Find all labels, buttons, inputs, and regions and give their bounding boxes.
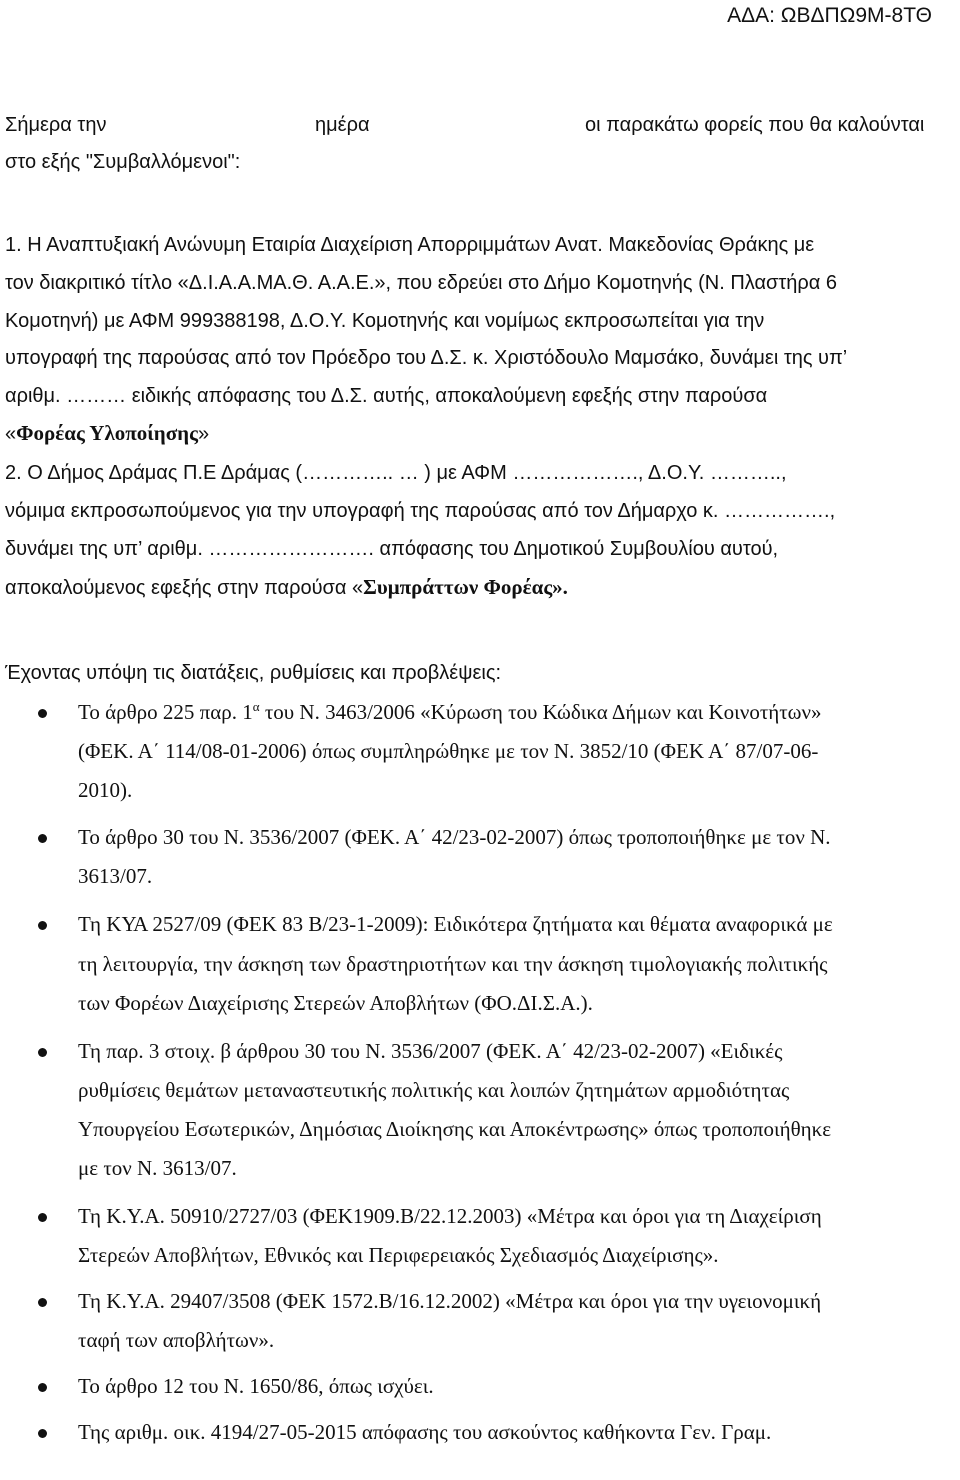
intro-line-1 xyxy=(5,113,925,137)
party2-line-4 xyxy=(5,575,568,600)
party2-line-3: δυνάμει της υπ’ αριθμ. ……………………. απόφασης του Δημοτικού Συμβουλίου αυτού, xyxy=(5,538,779,560)
party2-line-1: 2. Ο Δήμος Δράμας Π.Ε Δράμας (………….. … ) με ΑΦΜ ………………., Δ.Ο.Υ. ……….., xyxy=(5,462,787,484)
bullet-icon xyxy=(38,834,47,843)
bullet4-line-4: με τον Ν. 3613/07. xyxy=(78,1156,237,1180)
party1-line-4: υπογραφή της παρούσας από τον Πρόεδρο του Δ.Σ. κ. Χριστόδουλο Μαμσάκο, δυνάμει της υπ’ xyxy=(5,347,848,369)
party2-line-4-text: αποκαλούμενος εφεξής στην παρούσα « xyxy=(5,577,364,599)
bullet2-line-1: Το άρθρο 30 του Ν. 3536/2007 (ΦΕΚ. Α΄ 42/23-02-2007) όπως τροποποιήθηκε με τον Ν. xyxy=(78,825,831,849)
bullet-icon xyxy=(38,921,47,930)
bullet4-line-3: Υπουργείου Εσωτερικών, Δημόσιας Διοίκησης και Αποκέντρωσης» όπως τροποποιήθηκε xyxy=(78,1117,832,1141)
ada-code: ΑΔΑ: ΩΒΔΠΩ9Μ-8ΤΘ xyxy=(727,4,932,27)
bullet-icon xyxy=(38,1429,47,1438)
party1-line-5: αριθμ. ……… ειδικής απόφασης του Δ.Σ. αυτής, αποκαλούμενη εφεξής στην παρούσα xyxy=(5,385,768,407)
bullet3-line-2: τη λειτουργία, την άσκηση των δραστηριοτήτων και την άσκηση τιμολογιακής πολιτικής xyxy=(78,952,828,976)
bullet-icon xyxy=(38,1383,47,1392)
quote-close: » xyxy=(197,423,210,445)
bullet-icon xyxy=(38,1048,47,1057)
bullet4-line-2: ρυθμίσεις θεμάτων μεταναστευτικής πολιτικής και λοιπών ζητημάτων αρμοδιότητας xyxy=(78,1078,790,1102)
bullet8-line-1: Της αριθμ. οικ. 4194/27-05-2015 απόφασης του ασκούντος καθήκοντα Γεν. Γραμ. xyxy=(78,1420,772,1444)
bullet6-line-2: ταφή των αποβλήτων». xyxy=(78,1328,275,1352)
cooperating-body-term: Συμπράττων Φορέας». xyxy=(363,575,568,599)
party1-line-1: 1. Η Αναπτυξιακή Ανώνυμη Εταιρία Διαχείριση Απορριμμάτων Ανατ. Μακεδονίας Θράκης με xyxy=(5,234,815,256)
provisions-intro: Έχοντας υπόψη τις διατάξεις, ρυθμίσεις και προβλέψεις: xyxy=(5,662,502,684)
bullet3-line-1: Τη ΚΥΑ 2527/09 (ΦΕΚ 83 Β/23-1-2009): Ειδικότερα ζητήματα και θέματα αναφορικά με xyxy=(78,912,833,936)
bullet1-line-2: (ΦΕΚ. Α΄ 114/08-01-2006) όπως συμπληρώθηκε με τον Ν. 3852/10 (ΦΕΚ Α΄ 87/07-06- xyxy=(78,739,819,763)
bullet2-line-2: 3613/07. xyxy=(78,864,153,888)
party1-line-3: Κομοτηνή) με ΑΦΜ 999388198, Δ.Ο.Υ. Κομοτηνής και νομίμως εκπροσωπείται για την xyxy=(5,310,765,332)
implementing-body-term: Φορέας Υλοποίησης xyxy=(16,421,198,445)
intro-parties-text: οι παρακάτω φορείς που θα καλούνται xyxy=(585,114,925,136)
quote-open: « xyxy=(5,423,17,445)
bullet4-line-1: Τη παρ. 3 στοιχ. β άρθρου 30 του Ν. 3536/2007 (ΦΕΚ. Α΄ 42/23-02-2007) «Ειδικές xyxy=(78,1039,783,1063)
party1-line-6 xyxy=(5,421,209,446)
bullet6-line-1: Τη Κ.Υ.Α. 29407/3508 (ΦΕΚ 1572.Β/16.12.2002) «Μέτρα και όροι για την υγειονομική xyxy=(78,1289,822,1313)
bullet5-line-1: Τη Κ.Υ.Α. 50910/2727/03 (ΦΕΚ1909.Β/22.12.2003) «Μέτρα και όροι για τη Διαχείριση xyxy=(78,1204,822,1228)
bullet5-line-2: Στερεών Αποβλήτων, Εθνικός και Περιφερειακός Σχεδιασμός Διαχείρισης». xyxy=(78,1243,719,1267)
bullet1-line-1b: του Ν. 3463/2006 «Κύρωση του Κώδικα Δήμων και Κοινοτήτων» xyxy=(259,700,822,724)
intro-day-label: ημέρα xyxy=(315,114,370,136)
intro-line-2: στο εξής "Συμβαλλόμενοι": xyxy=(5,151,241,173)
bullet-icon xyxy=(38,709,47,718)
bullet-icon xyxy=(38,1213,47,1222)
superscript-alpha: α xyxy=(252,699,260,714)
bullet1-line-1 xyxy=(78,700,822,724)
intro-date-label: Σήμερα την xyxy=(5,114,107,136)
party1-line-2: τον διακριτικό τίτλο «Δ.Ι.Α.Α.ΜΑ.Θ. Α.Α.Ε.», που εδρεύει στο Δήμο Κομοτηνής (Ν. Πλαστήρα 6 xyxy=(5,272,838,294)
party2-line-2: νόμιμα εκπροσωπούμενος για την υπογραφή της παρούσας από τον Δήμαρχο κ. ……………., xyxy=(5,500,836,522)
bullet7-line-1: Το άρθρο 12 του Ν. 1650/86, όπως ισχύει. xyxy=(78,1374,434,1398)
bullet3-line-3: των Φορέων Διαχείρισης Στερεών Αποβλήτων (ΦΟ.ΔΙ.Σ.Α.). xyxy=(78,991,593,1015)
bullet1-line-1a: Το άρθρο 225 παρ. 1 xyxy=(78,700,253,724)
bullet-icon xyxy=(38,1298,47,1307)
bullet1-line-3: 2010). xyxy=(78,778,133,802)
